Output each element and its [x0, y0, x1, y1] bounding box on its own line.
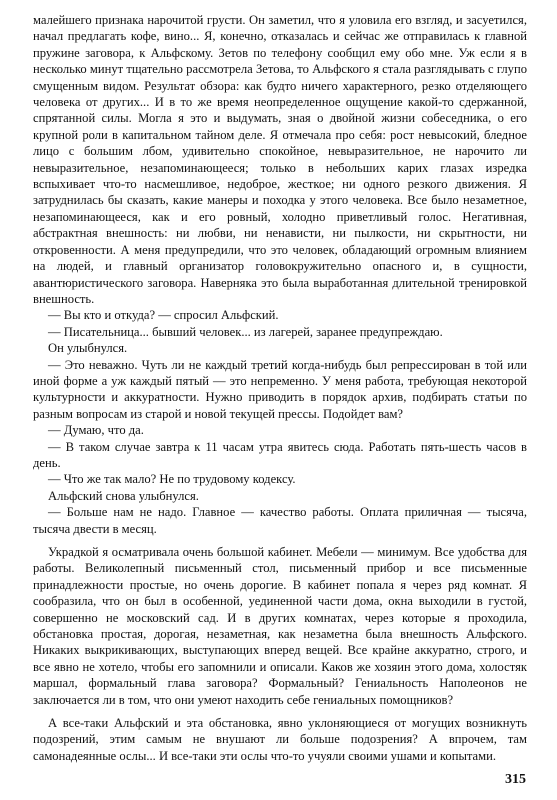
paragraph: Он улыбнулся.	[48, 341, 128, 356]
paragraph: — В таком случае завтра к 11 часам утра явитесь сюда. Работать пять-шесть часов в день.	[33, 439, 527, 470]
paragraph: — Вы кто и откуда? — спросил Альфский.	[48, 308, 279, 323]
paragraph: — Это неважно. Чуть ли не каждый третий когда-нибудь был репрессирован в той или иной форме а уж каждый пятый — это непременно. У меня работа, требующая некоторой культурности и аккуратности. Нужно приводить в порядок архив, подбирать статьи по разным вопросам из старой и новой текущей прессы. Подойдет вам?	[33, 357, 527, 421]
page-number: 315	[505, 772, 526, 787]
paragraph: — Писательница... бывший человек... из лагерей, заранее предупреждаю.	[48, 324, 443, 339]
paragraph: Альфский снова улыбнулся.	[48, 488, 199, 503]
paragraph: — Думаю, что да.	[48, 423, 144, 438]
paragraph: А все-таки Альфский и эта обстановка, явно уклоняющиеся от могущих возникнуть подозрений, этим самым не внушают ли больше подозрения? А впрочем, там самонадеянные ослы... И все-таки эти ослы что-то учуяли своими ушами и копытами.	[33, 716, 527, 763]
paragraph: — Больше нам не надо. Главное — качество работы. Оплата приличная — тысяча, тысяча двести в месяц.	[33, 505, 527, 536]
paragraph: Украдкой я осматривала очень большой кабинет. Мебели — минимум. Все удобства для работы. Великолепный письменный стол, письменный прибор и все письменные принадлежности простые, но очень дорогие. В кабинет попала я через ряд комнат. Я сообразила, что он был в особенной, уединенной части дома, окна выходили в густой, совершенно не московский сад. И в других комнатах, через которые я проходила, обстановка простая, дорогая, незаметная, как незаметна была внешность Альфского. Никаких выкрикивающих, выступающих вперед вещей. Все крайне аккуратно, строго, и все явно не хотело, чтобы его запомнили и описали. Каков же хозяин этого дома, холостяк маршал, формальный глава заговора? Формальный? Гениальность Наполеонов не заключается ли в том, что они умеют находить себе гениальных помощников?	[33, 545, 527, 707]
page-body-text	[33, 12, 527, 764]
paragraph: — Что же так мало? Не по трудовому кодексу.	[48, 472, 296, 487]
paragraph: малейшего признака нарочитой грусти. Он заметил, что я уловила его взгляд, и засуетился, начал предлагать кофе, вино... Я, конечно, отказалась и сейчас же отправилась к главной пружине заговора, к Альфскому. Зетов по телефону сообщил ему обо мне. Уж если я в несколько минут тщательно рассмотрела Зетова, то Альфского я стала разглядывать с глупо смущенным видом. Результат обзора: как будто ничего характерного, резко отделяющего человека от других... И в то же время неопределенное ощущение какой-то сдержанной, спрятанной силы. Могла я это и выдумать, зная о двойной жизни собеседника, о его крупной роли в капитальном тайном деле. Я отмечала про себя: рост невысокий, бледное лицо с большим лбом, удивительно спокойное, невыразительное, не нарочито ли невыразительное, незапоминающееся; только в небольших карих глазах изредка вспыхивает что-то насмешливое, недоброе, жесткое; ни одного резкого движения. Я затруднилась бы сказать, какие манеры и походка у этого человека. Все было незаметное, незапоминающееся, как и его ровный, холодно приветливый голос. Негативная, абстрактная внешность: ни любви, ни ненависти, ни пылкости, ни скрытности, ни откровенности. А меня предупредили, что это человек, обладающий огромным влиянием на людей, и главный организатор головокружительно опасного и, в сущности, авантюристического заговора. Наверняка это была выработанная длительной тренировкой внешность.	[33, 13, 527, 306]
